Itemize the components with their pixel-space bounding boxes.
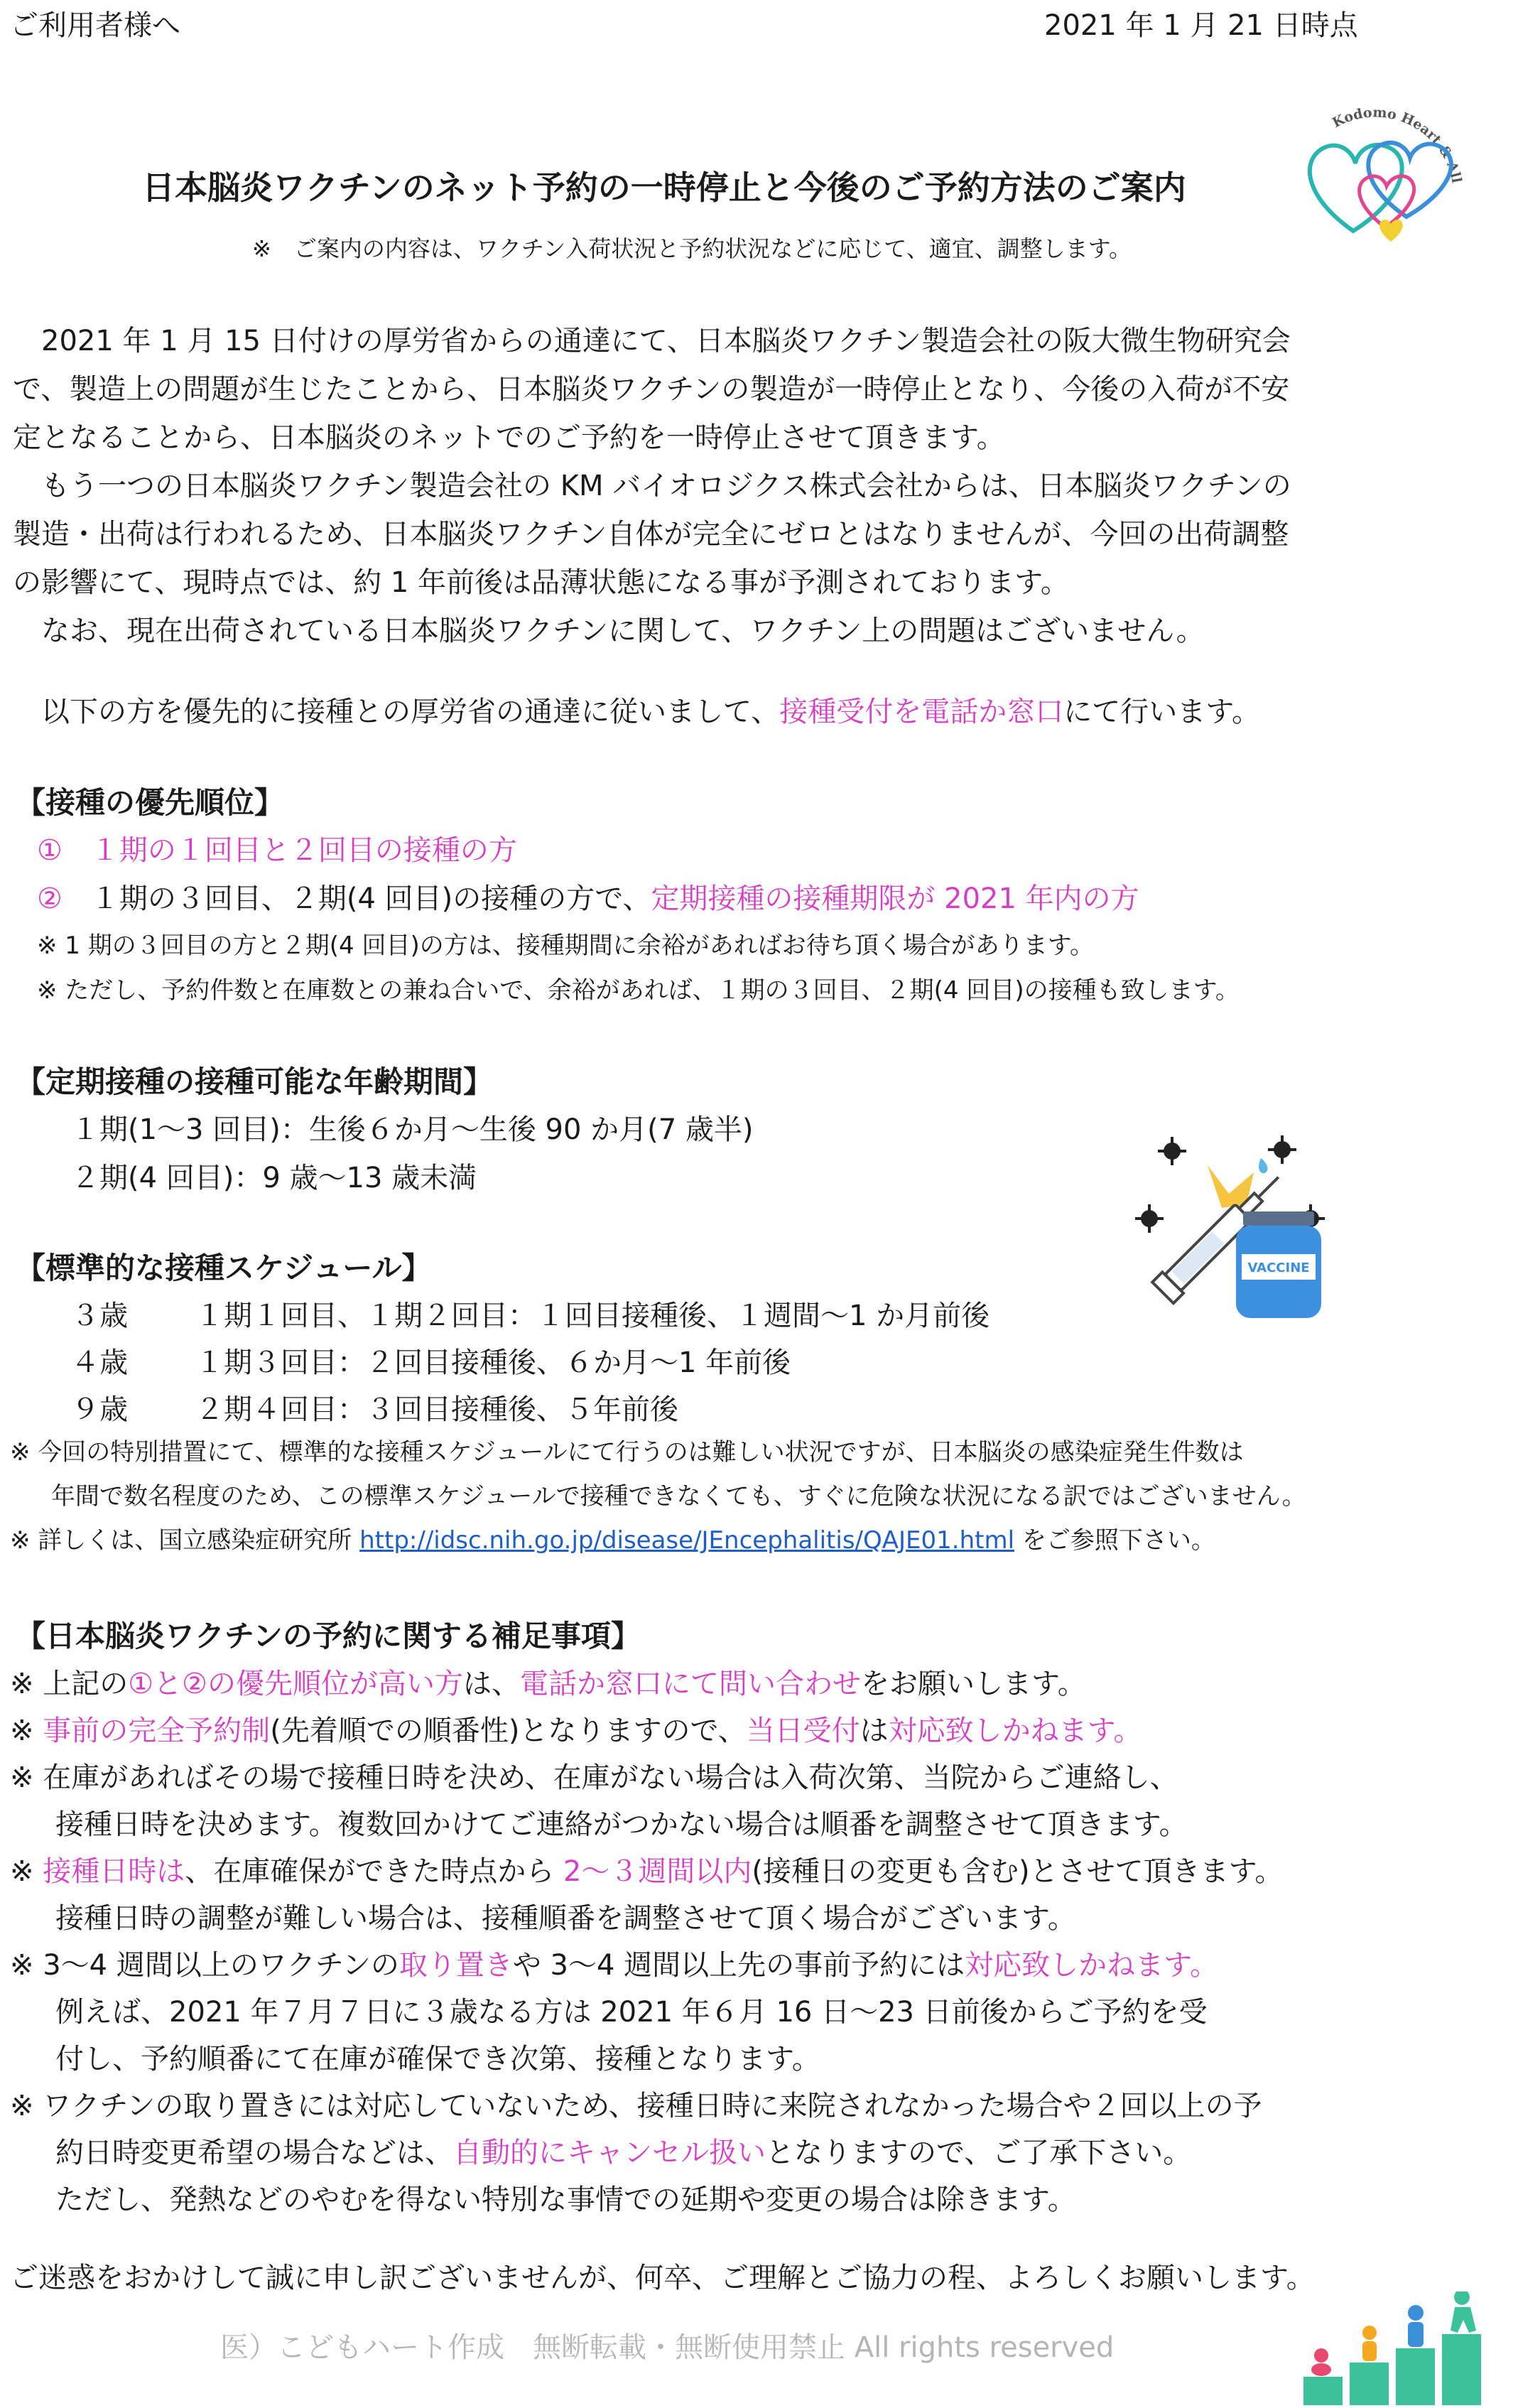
- schedule-heading: 【標準的な接種スケジュール】: [16, 1251, 432, 1285]
- age-line-1: １期(1～3 回目)：生後６か月～生後 90 か月(7 歳半): [71, 1113, 754, 1146]
- schedule-age: ９歳: [71, 1393, 128, 1426]
- growing-children-icon: [1300, 2291, 1506, 2405]
- intro-line: で、製造上の問題が生じたことから、日本脳炎ワクチンの製造が一時停止となり、今後の入荷が不安: [13, 373, 1290, 406]
- text: は: [860, 1715, 889, 1747]
- text: や 3～4 週間以上先の事前予約には: [512, 1949, 965, 1982]
- text: ※: [10, 1715, 43, 1747]
- text: ※: [10, 1855, 43, 1888]
- highlight: 2～３週間以内: [563, 1855, 752, 1888]
- supplement-line-3b: 接種日時を決めます。複数回かけてご連絡がつかない場合は順番を調整させて頂きます。: [55, 1808, 1188, 1841]
- intro-paragraph: [13, 317, 1448, 655]
- text: 、在庫確保ができた時点から: [185, 1855, 563, 1888]
- age-line-2: ２期(4 回目)：9 歳～13 歳未満: [71, 1162, 477, 1194]
- priority-note-1: ※ 1 期の３回目の方と２期(4 回目)の方は、接種期間に余裕があればお待ち頂く場合があります。: [37, 932, 1094, 960]
- schedule-row: [71, 1293, 990, 1334]
- supplement-line-5c: 付し、予約順番にて在庫が確保でき次第、接種となります。: [55, 2043, 820, 2075]
- intro-line: 製造・出荷は行われるため、日本脳炎ワクチン自体が完全にゼロとはなりませんが、今回の出荷調整: [13, 518, 1289, 551]
- priority-note-2: ※ ただし、予約件数と在庫数との兼ね合いで、余裕があれば、１期の３回目、２期(4 回目)の接種も致します。: [37, 976, 1240, 1005]
- intro-line: 2021 年 1 月 15 日付けの厚労省からの通達にて、日本脳炎ワクチン製造会社の阪大微生物研究会: [13, 325, 1291, 357]
- intro-line: 定となることから、日本脳炎のネットでのご予約を一時停止させて頂きます。: [13, 421, 1005, 454]
- text: をお願いします。: [860, 1668, 1086, 1700]
- svg-text:Kodomo Heart & Allergy clinic: [1300, 78, 1463, 184]
- schedule-note-2: [10, 1521, 1215, 1555]
- priority-intro-tail: にて行います。: [1063, 696, 1261, 728]
- text: (先着順での順番性)となりますので、: [270, 1715, 747, 1747]
- schedule-note-1a: ※ 今回の特別措置にて、標準的な接種スケジュールにて行うのは難しい状況ですが、日本脳炎の感染症発生件数は: [10, 1438, 1244, 1467]
- children-steps-illustration: [1300, 2291, 1506, 2405]
- text: は、: [462, 1668, 520, 1700]
- highlight: 対応致しかねます。: [965, 1949, 1218, 1982]
- priority-item-2-number: ②: [37, 882, 63, 915]
- deadline-highlight: 定期接種の接種期限が 2021 年内の方: [651, 882, 1139, 915]
- phone-or-window-highlight: 接種受付を電話か窓口: [779, 696, 1064, 728]
- supplement-line-5b: 例えば、2021 年７月７日に３歳なる方は 2021 年６月 16 日～23 日前後からご予約を受: [55, 1996, 1208, 2029]
- highlight: 取り置き: [399, 1949, 513, 1982]
- text: ※ 3～4 週間以上のワクチンの: [10, 1949, 399, 1982]
- text: ※ 上記の: [10, 1668, 129, 1700]
- date-stamp: 2021 年 1 月 21 日時点: [1044, 9, 1358, 42]
- schedule-age: ３歳: [71, 1300, 128, 1332]
- supplement-line-2: [10, 1708, 1142, 1749]
- page-title: 日本脳炎ワクチンのネット予約の一時停止と今後のご予約方法のご案内: [142, 168, 1186, 207]
- text: 約日時変更希望の場合などは、: [55, 2137, 453, 2169]
- copyright-footer: 医）こどもハート作成 無断転載・無断使用禁止 All rights reserved: [220, 2331, 1115, 2364]
- schedule-desc: ２期４回目：３回目接種後、５年前後: [195, 1393, 678, 1426]
- hearts-logo-icon: [1300, 78, 1463, 249]
- schedule-desc: １期３回目：２回目接種後、６か月～1 年前後: [195, 1346, 791, 1379]
- priority-item-2-text: １期の３回目、２期(4 回目)の接種の方で、: [62, 882, 651, 915]
- intro-line: なお、現在出荷されている日本脳炎ワクチンに関して、ワクチン上の問題はございません。: [13, 615, 1205, 647]
- supplement-line-5: [10, 1943, 1218, 1983]
- vaccine-syringe-icon: [1129, 1130, 1335, 1322]
- clinic-logo: [1300, 78, 1463, 249]
- highlight: 対応致しかねます。: [888, 1715, 1142, 1747]
- text: となりますので、ご了承下さい。: [766, 2137, 1192, 2169]
- vaccine-label: VACCINE: [1247, 1260, 1310, 1275]
- schedule-row: [71, 1387, 678, 1427]
- age-heading: 【定期接種の接種可能な年齢期間】: [16, 1064, 494, 1099]
- reference-tail: をご参照下さい。: [1014, 1526, 1215, 1555]
- highlight: ①と②の優先順位が高い方: [128, 1668, 463, 1700]
- highlight: 当日受付: [746, 1715, 860, 1747]
- text: (接種日の変更も含む)とさせて頂きます。: [752, 1855, 1284, 1888]
- addressee: ご利用者様へ: [10, 9, 180, 42]
- intro-line: の影響にて、現時点では、約 1 年前後は品薄状態になる事が予測されております。: [13, 566, 1069, 599]
- highlight: 事前の完全予約制: [43, 1715, 271, 1747]
- highlight: 電話か窓口にて問い合わせ: [519, 1668, 861, 1700]
- supplement-line-6c: ただし、発熱などのやむを得ない特別な事情での延期や変更の場合は除きます。: [55, 2183, 1076, 2216]
- supplement-line-1: [10, 1661, 1086, 1702]
- supplement-line-6a: ※ ワクチンの取り置きには対応していないため、接種日時に来院されなかった場合や２回以上の予: [10, 2090, 1262, 2122]
- schedule-row: [71, 1340, 791, 1381]
- supplement-heading: 【日本脳炎ワクチンの予約に関する補足事項】: [16, 1619, 641, 1653]
- priority-intro-text: 以下の方を優先的に接種との厚労省の通達に従いまして、: [13, 696, 780, 728]
- vaccine-illustration: [1129, 1130, 1335, 1322]
- schedule-age: ４歳: [71, 1346, 128, 1379]
- reference-text: ※ 詳しくは、国立感染症研究所: [10, 1526, 360, 1555]
- highlight: 接種日時は: [43, 1855, 185, 1888]
- priority-heading: 【接種の優先順位】: [16, 785, 285, 820]
- schedule-desc: １期１回目、１期２回目：１回目接種後、１週間～1 か月前後: [195, 1300, 990, 1332]
- intro-line: もう一つの日本脳炎ワクチン製造会社の KM バイオロジクス株式会社からは、日本脳炎ワクチンの: [13, 470, 1291, 502]
- logo-text: Kodomo Heart & All: [1330, 104, 1463, 185]
- priority-item-1: ① １期の１回目と２回目の接種の方: [37, 834, 517, 867]
- adjustment-note: ※ ご案内の内容は、ワクチン入荷状況と予約状況などに応じて、適宜、調整します。: [252, 235, 1132, 262]
- supplement-line-4: [10, 1849, 1283, 1889]
- priority-intro: [13, 689, 1260, 730]
- closing-message: ご迷惑をおかけして誠に申し訳ございませんが、何卒、ご理解とご協力の程、よろしくお願いします。: [10, 2262, 1315, 2294]
- supplement-line-4b: 接種日時の調整が難しい場合は、接種順番を調整させて頂く場合がございます。: [55, 1902, 1076, 1935]
- schedule-note-1b: 年間で数名程度のため、この標準スケジュールで接種できなくても、すぐに危険な状況になる訳ではございません。: [51, 1482, 1306, 1511]
- supplement-line-3a: ※ 在庫があればその場で接種日時を決め、在庫がない場合は入荷次第、当院からご連絡し、: [10, 1761, 1178, 1794]
- supplement-line-6b: [55, 2130, 1191, 2171]
- idsc-link[interactable]: http://idsc.nih.go.jp/disease/JEncephalitis/QAJE01.html: [359, 1526, 1015, 1555]
- highlight: 自動的にキャンセル扱い: [453, 2137, 766, 2169]
- priority-item-2: [37, 876, 1139, 917]
